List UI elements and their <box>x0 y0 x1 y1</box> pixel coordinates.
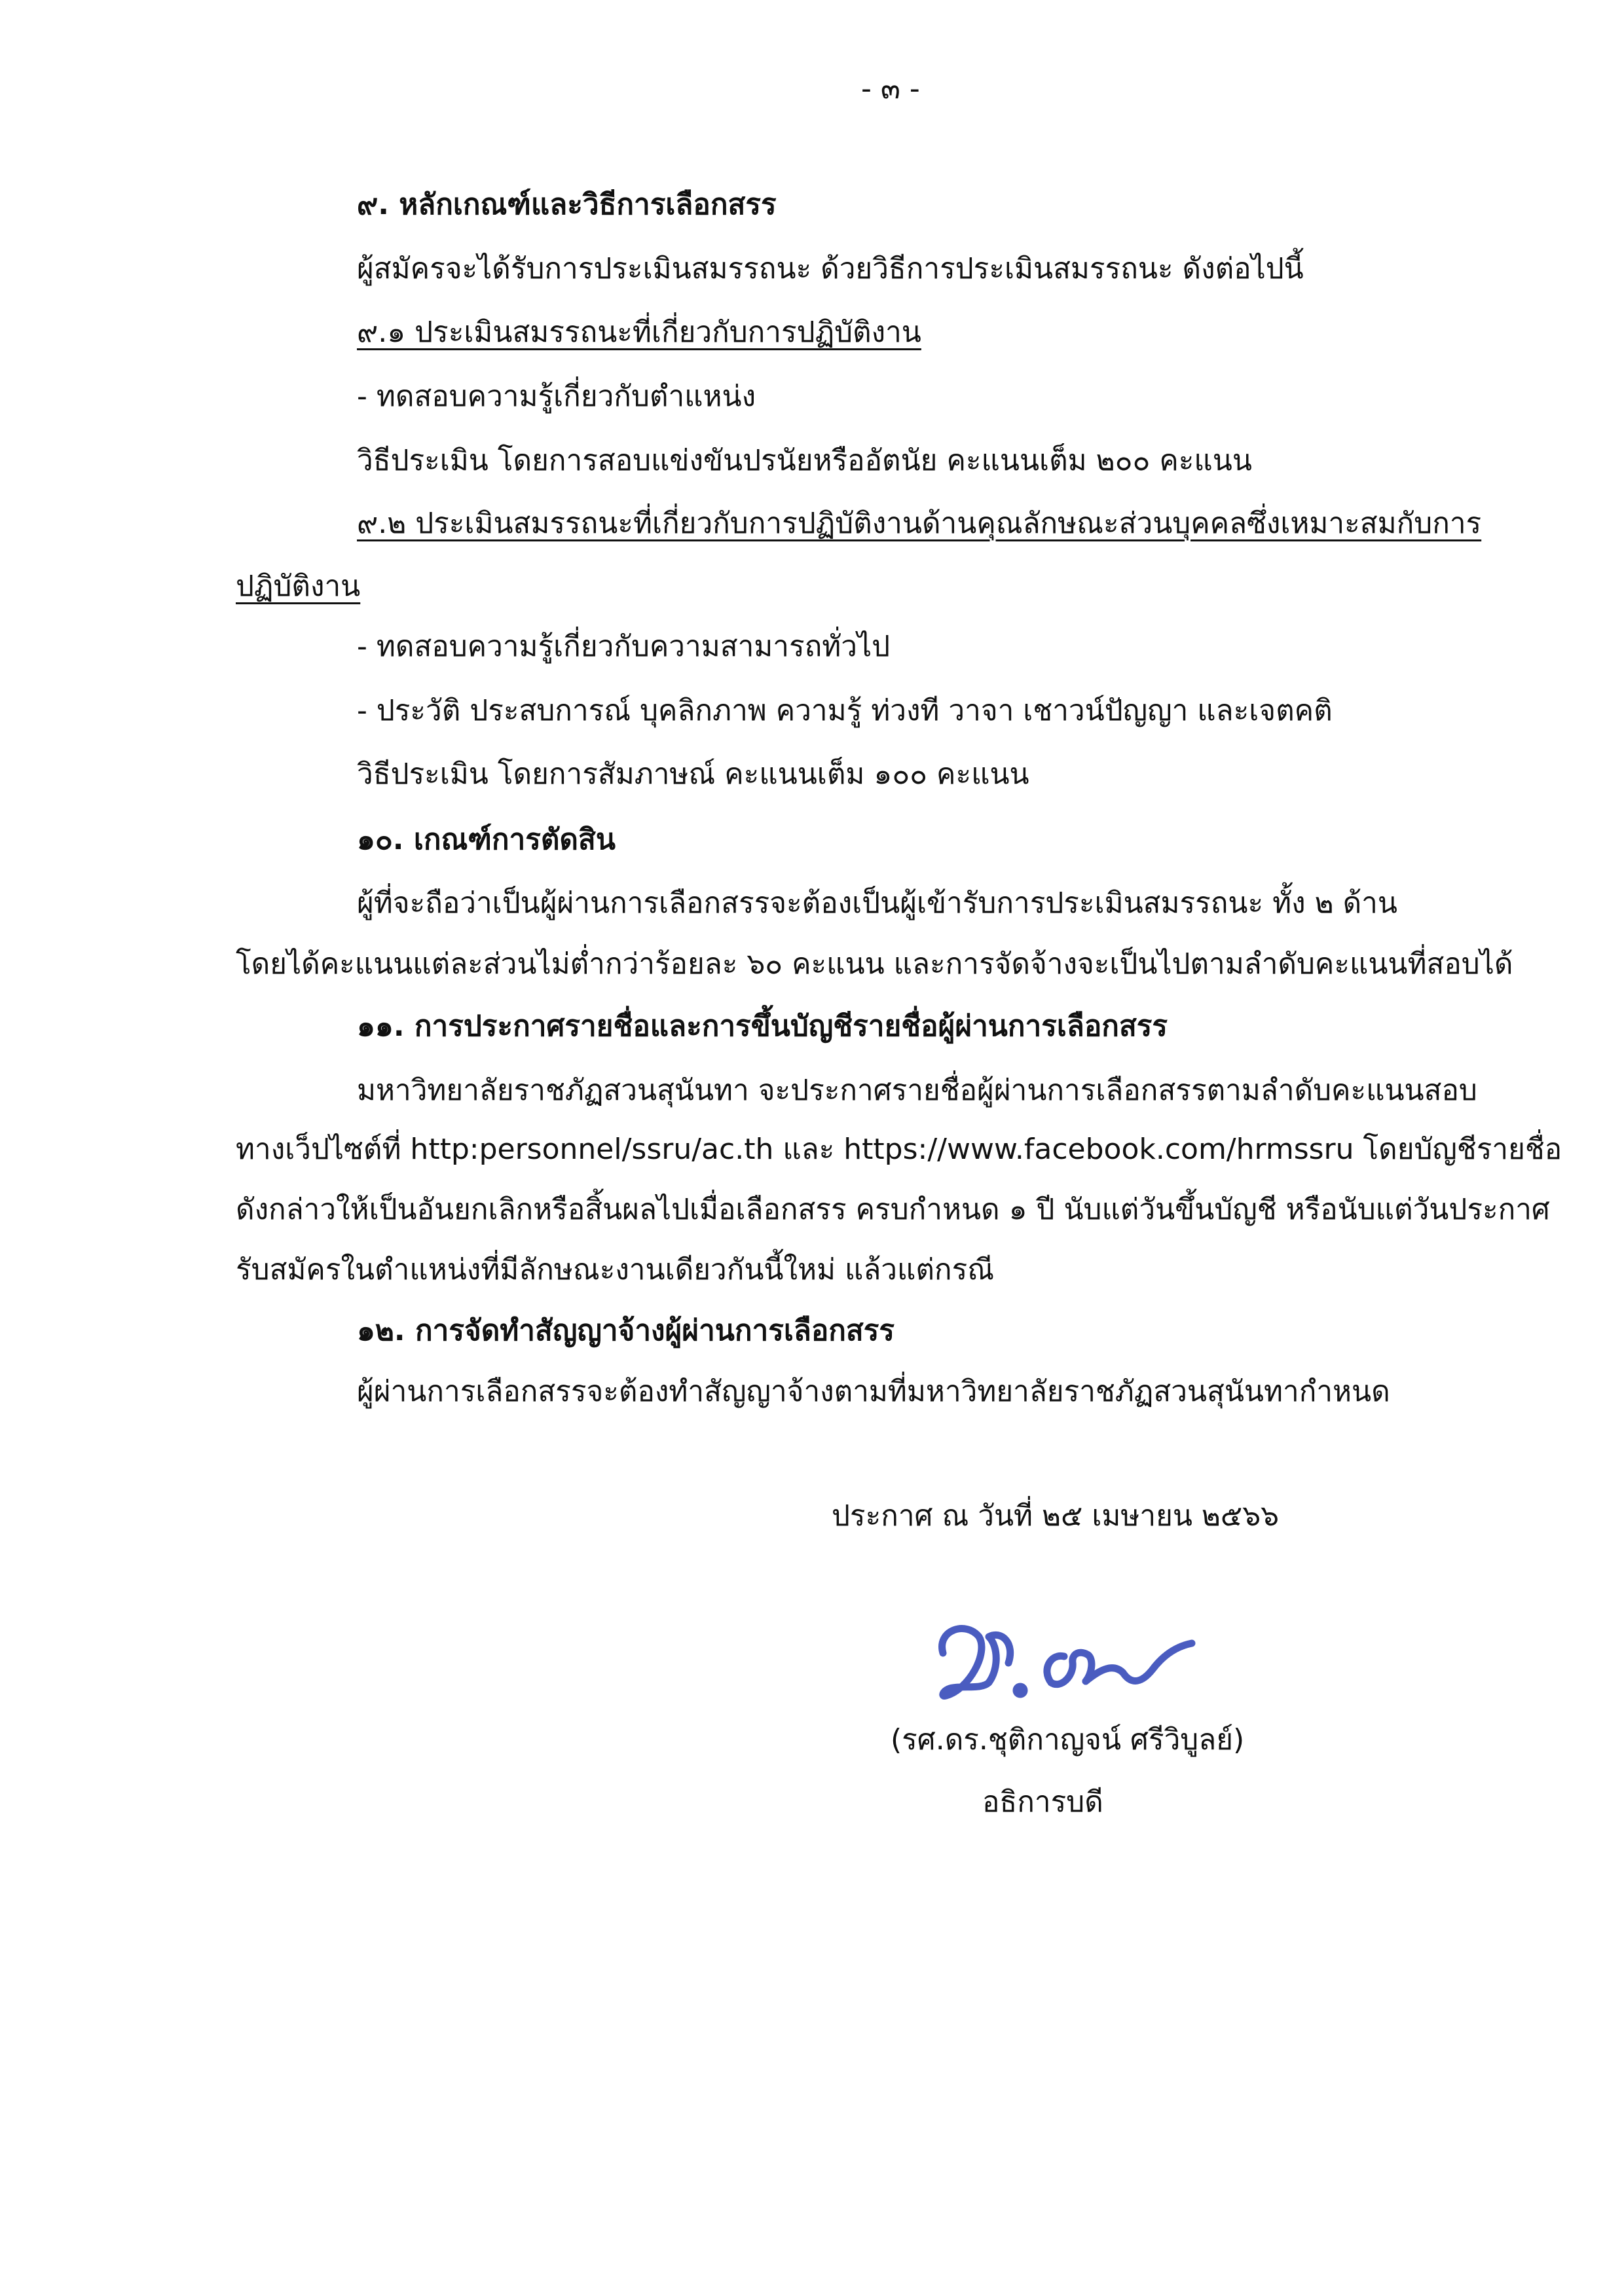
section-9-heading: ๙. หลักเกณฑ์และวิธีการเลือกสรร <box>357 188 777 221</box>
section-12-line-1: ผู้ผ่านการเลือกสรรจะต้องทำสัญญาจ้างตามที่มหาวิทยาลัยราชภัฏสวนสุนันทากำหนด <box>357 1375 1390 1408</box>
section-11-heading: ๑๑. การประกาศรายชื่อและการขึ้นบัญชีรายชื่อผู้ผ่านการเลือกสรร <box>357 1010 1168 1043</box>
section-9-2-item-2: - ประวัติ ประสบการณ์ บุคลิกภาพ ความรู้ ท่วงที วาจา เชาวน์ปัญญา และเจตคติ <box>357 694 1333 727</box>
signer-title: อธิการบดี <box>982 1785 1103 1819</box>
section-9-2-title-line1: ๙.๒ ประเมินสมรรถนะที่เกี่ยวกับการปฏิบัติงานด้านคุณลักษณะส่วนบุคคลซึ่งเหมาะสมกับการ <box>357 507 1482 540</box>
section-9-1-title: ๙.๑ ประเมินสมรรถนะที่เกี่ยวกับการปฏิบัติงาน <box>357 316 921 349</box>
section-9-1-method: วิธีประเมิน โดยการสอบแข่งขันปรนัยหรืออัตนัย คะแนนเต็ม ๒๐๐ คะแนน <box>357 444 1252 477</box>
section-10-line-1: ผู้ที่จะถือว่าเป็นผู้ผ่านการเลือกสรรจะต้องเป็นผู้เข้ารับการประเมินสมรรถนะ ทั้ง ๒ ด้าน <box>357 886 1397 920</box>
signer-name: (รศ.ดร.ชุติกาญจน์ ศรีวิบูลย์) <box>891 1723 1245 1757</box>
announcement-date: ประกาศ ณ วันที่ ๒๕ เมษายน ๒๕๖๖ <box>832 1499 1280 1533</box>
signature <box>917 1591 1211 1728</box>
section-10-heading: ๑๐. เกณฑ์การตัดสิน <box>357 823 616 856</box>
section-9-2-title-line2: ปฏิบัติงาน <box>236 570 361 603</box>
section-11-line-4: รับสมัครในตำแหน่งที่มีลักษณะงานเดียวกันนี้ใหม่ แล้วแต่กรณี <box>236 1253 995 1286</box>
section-11-line-3: ดังกล่าวให้เป็นอันยกเลิกหรือสิ้นผลไปเมื่อเลือกสรร ครบกำหนด ๑ ปี นับแต่วันขึ้นบัญชี หรือนับแต่วันประกาศ <box>236 1193 1550 1226</box>
section-9-2-item-1: - ทดสอบความรู้เกี่ยวกับความสามารถทั่วไป <box>357 630 891 663</box>
section-9-intro: ผู้สมัครจะได้รับการประเมินสมรรถนะ ด้วยวิธีการประเมินสมรรถนะ ดังต่อไปนี้ <box>357 252 1304 285</box>
page-number: - ๓ - <box>861 72 920 105</box>
section-9-1-item: - ทดสอบความรู้เกี่ยวกับตำแหน่ง <box>357 380 756 413</box>
section-9-2-method: วิธีประเมิน โดยการสัมภาษณ์ คะแนนเต็ม ๑๐๐ คะแนน <box>357 757 1029 791</box>
section-10-line-2: โดยได้คะแนนแต่ละส่วนไม่ต่ำกว่าร้อยละ ๖๐ คะแนน และการจัดจ้างจะเป็นไปตามลำดับคะแนนที่สอบได้ <box>236 947 1513 981</box>
section-11-line-2: ทางเว็ปไซต์ที่ http:personnel/ssru/ac.th และ https://www.facebook.com/hrmssru โดยบัญชีรายชื่อ <box>236 1133 1562 1166</box>
section-11-line-1: มหาวิทยาลัยราชภัฏสวนสุนันทา จะประกาศรายชื่อผู้ผ่านการเลือกสรรตามลำดับคะแนนสอบ <box>357 1074 1477 1107</box>
section-12-heading: ๑๒. การจัดทำสัญญาจ้างผู้ผ่านการเลือกสรร <box>357 1314 895 1347</box>
